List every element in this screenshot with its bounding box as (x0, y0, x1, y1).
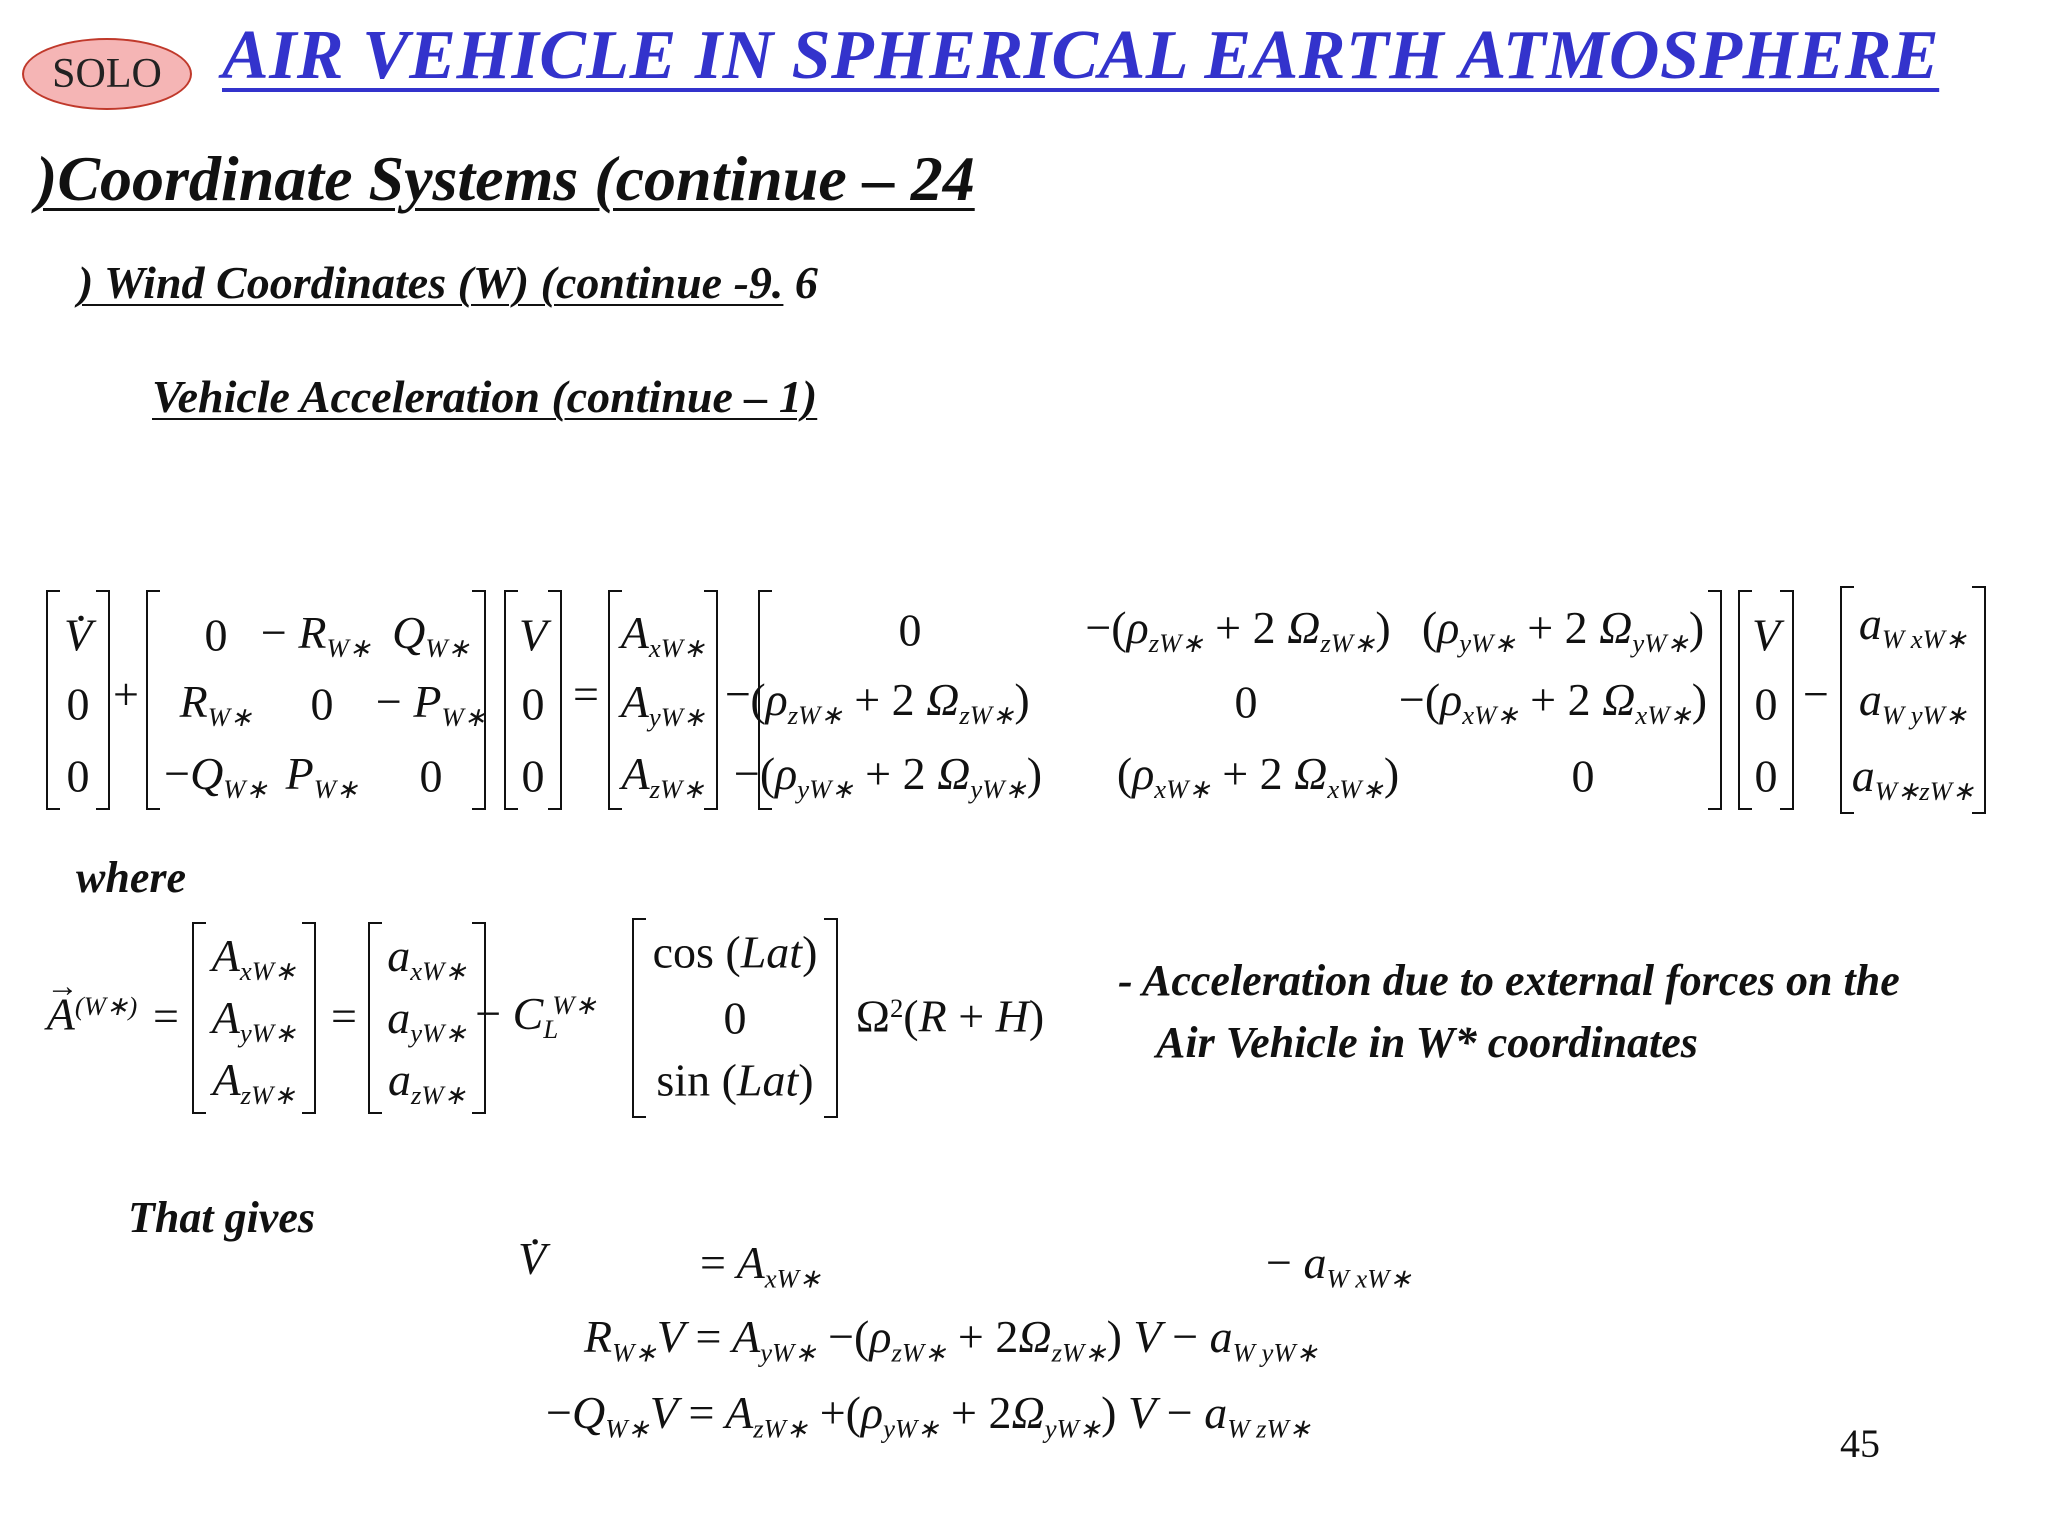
acceleration-note (1118, 950, 1900, 1074)
vector-aw: $a_{W xW∗}$ $a_{W yW∗}$ $a_{W∗zW∗}$ (1840, 586, 1986, 814)
subsection-heading (78, 256, 818, 309)
slide-title: AIR VEHICLE IN SPHERICAL EARTH ATMOSPHERE (222, 17, 1940, 94)
vector-a-lower: $a_{xW∗}$ $a_{yW∗}$ $a_{zW∗}$ (368, 922, 486, 1114)
solo-logo (22, 38, 192, 110)
matrix-rho: 0 $-(\rho_{zW∗} + 2$ $\Omega_{zW∗}$) ($\rho_{yW∗} + 2$ $\Omega_{yW∗}$) ($\rho_{zW∗} + 2$ $\Omega_{zW∗}$) 0 $-(\rho_{xW∗} + 2$ $\Omega_{xW∗}$) $-(\rho_{yW∗} + 2$ $\Omega_{yW∗}$) ($\rho_{xW∗} + 2$ $\Omega_{xW∗}$) 0 (758, 590, 1722, 810)
subsection-heading-main: ) Wind Coordinates (W) (continue -9. (78, 257, 784, 308)
section-heading: )Coordinate Systems (continue – 24 (36, 143, 975, 214)
page-number: 45 (1840, 1421, 1880, 1466)
vector-vdot: · V 0 0 (46, 590, 110, 810)
result-equations: · V = $A_{xW∗}$ − $a_{W xW∗}$ $R_{W∗}V = A_{yW∗} -(\rho_{zW∗} + 2\Omega_{zW∗}) V - a_{W yW∗}$ $-Q_{W∗}V = A_{zW∗} +(\rho_{yW∗} + 2\Omega_{yW∗}) V - a_{W zW∗}$ (0, 1220, 1500, 1460)
note-line-1: - Acceleration due to external forces on the (1118, 956, 1900, 1005)
topic-heading: Vehicle Acceleration (continue – 1) (152, 371, 818, 422)
vector-v-2: V 0 0 (1738, 590, 1794, 810)
vector-a: $A_{xW∗}$ $A_{yW∗}$ $A_{zW∗}$ (608, 590, 718, 810)
where-label: where (76, 853, 186, 902)
vector-latitude: cos (Lat) 0 sin (Lat) (632, 918, 838, 1118)
subsection-heading-number: 6 (783, 257, 818, 308)
that-gives-label: That gives (128, 1193, 315, 1242)
where-equation: → $A^{(W∗)}$ = $A_{xW∗}$ $A_{yW∗}$ $A_{zW∗}$ = $a_{xW∗}$ $a_{yW∗}$ $a_{zW∗}$ − $C_L^{W∗}$ cos (Lat) 0 sin (Lat) $\Omega^2(R + H)$ (0, 918, 1100, 1118)
main-equation: · V 0 0 + 0 − $R_{W∗}$ $Q_{W∗}$ $R_{W∗}$ 0 − $P_{W∗}$ $-Q_{W∗}$ $P_{W∗}$ 0 V 0 0 = $A_{xW∗}$ $A_{yW∗}$ $A_{zW∗}$ − 0 $-(\rho_{zW∗} + 2$ $\Omega_{zW∗}$) ($\rho_{yW∗} + 2$ $\Omega_{yW∗}$) ($\rho_{zW∗} + 2$ $\Omega_{zW∗}$) 0 $-(\rho_{xW∗} + 2$ $\Omega_{xW∗}$) $-(\rho_{yW∗} + 2$ $\Omega_{yW∗}$) ($\rho_{xW∗} + 2$ $\Omega_{xW∗}$) 0 V 0 0 − $a_{W xW∗}$ $a_{W yW∗}$ $a_{W∗zW∗}$ (0, 580, 2048, 820)
vector-a-components: $A_{xW∗}$ $A_{yW∗}$ $A_{zW∗}$ (192, 922, 316, 1114)
note-line-2: Air Vehicle in W* coordinates (1156, 1018, 1698, 1067)
matrix-omega: 0 − $R_{W∗}$ $Q_{W∗}$ $R_{W∗}$ 0 − $P_{W∗}$ $-Q_{W∗}$ $P_{W∗}$ 0 (146, 590, 486, 810)
logo-text: SOLO (52, 51, 162, 97)
vector-v: V 0 0 (504, 590, 562, 810)
